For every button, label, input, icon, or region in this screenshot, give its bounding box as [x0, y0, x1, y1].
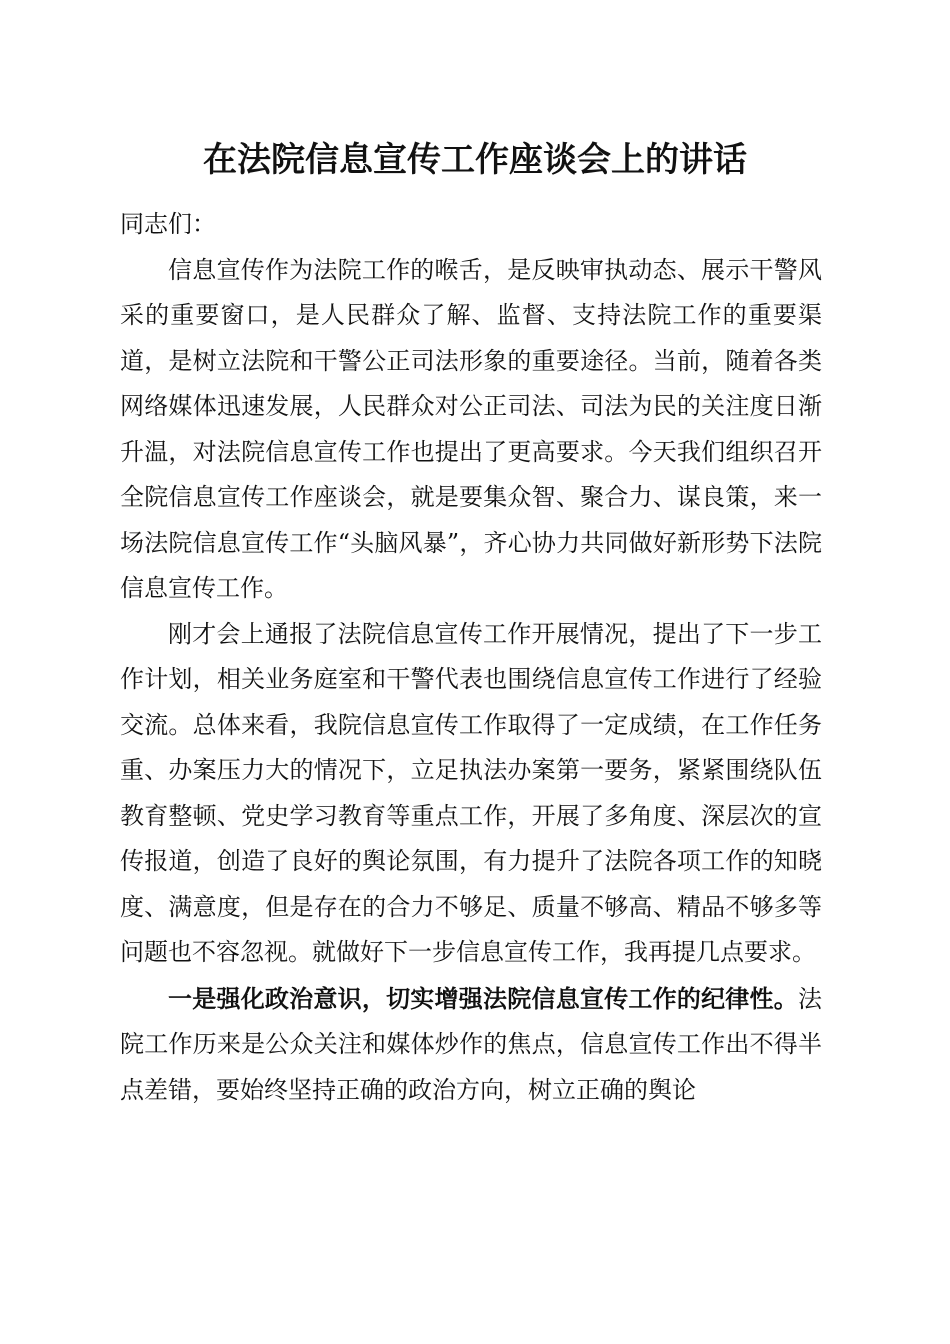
- paragraph-3-lead: 一是强化政治意识，切实增强法院信息宣传工作的纪律性。: [168, 983, 798, 1013]
- paragraph-1-text: 信息宣传作为法院工作的喉舌，是反映审执动态、展示干警风采的重要窗口，是人民群众了解、监督、支持法院工作的重要渠道，是树立法院和干警公正司法形象的重要途径。当前，随着各类网络媒体迅速发展，人民群众对公正司法、司法为民的关注度日渐升温，对法院信息宣传工作也提出了更高要求。今天我们组织召开全院信息宣传工作座谈会，就是要集众智、聚合力、谋良策，来一场法院信息宣传工作“头脑风暴”，齐心协力共同做好新形势下法院信息宣传工作。: [120, 255, 822, 602]
- paragraph-2: [120, 612, 822, 976]
- document-title: 在法院信息宣传工作座谈会上的讲话: [203, 140, 747, 180]
- paragraph-3-text: 法院工作历来是公众关注和媒体炒作的焦点，信息宣传工作出不得半点差错，要始终坚持正确的政治方向，树立正确的舆论: [120, 984, 822, 1104]
- paragraph-1: [120, 248, 822, 612]
- document-body: [120, 202, 822, 1113]
- paragraph-2-text: 刚才会上通报了法院信息宣传工作开展情况，提出了下一步工作计划，相关业务庭室和干警代表也围绕信息宣传工作进行了经验交流。总体来看，我院信息宣传工作取得了一定成绩，在工作任务重、办案压力大的情况下，立足执法办案第一要务，紧紧围绕队伍教育整顿、党史学习教育等重点工作，开展了多角度、深层次的宣传报道，创造了良好的舆论氛围，有力提升了法院各项工作的知晓度、满意度，但是存在的合力不够足、质量不够高、精品不够多等问题也不容忽视。就做好下一步信息宣传工作，我再提几点要求。: [120, 619, 822, 966]
- salutation: 同志们：: [120, 210, 216, 238]
- paragraph-3: [120, 976, 822, 1114]
